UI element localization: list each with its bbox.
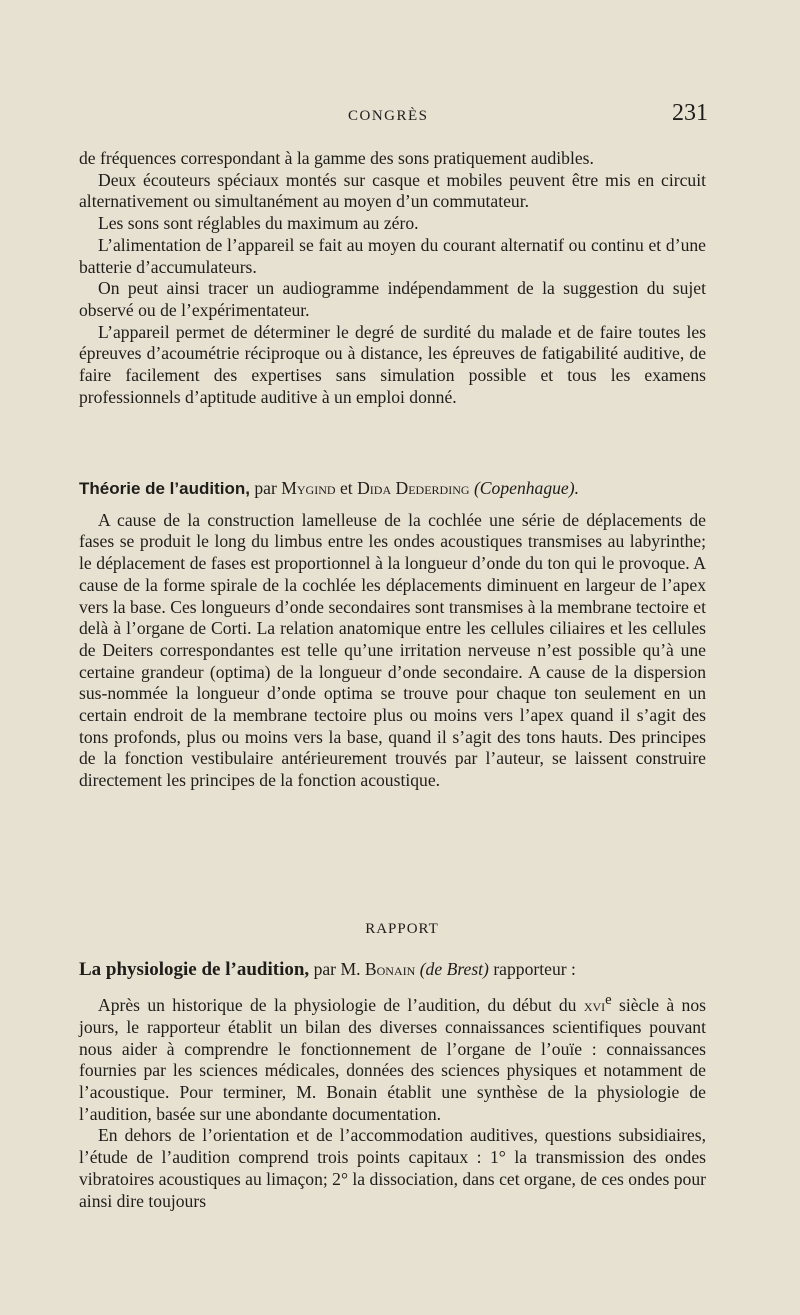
page-header [0, 100, 800, 132]
paragraph: L’alimentation de l’appareil se fait au moyen du courant alternatif ou continu et d’une batterie d’accumulateurs. [79, 234, 706, 277]
author-role: rapporteur : [493, 958, 576, 979]
byline-par: par M. [313, 958, 361, 979]
page-number: 231 [672, 100, 708, 126]
article-heading [79, 478, 706, 500]
byline-et: et [339, 478, 353, 498]
paragraph: de fréquences correspondant à la gamme des sons pratiquement audibles. [79, 148, 594, 168]
body-text: Après un historique de la physiologie de l’audition, du début du [98, 995, 584, 1016]
superscript: e [605, 992, 612, 1009]
section-title: RAPPORT [365, 921, 439, 937]
author-location: (de Brest) [419, 958, 489, 979]
paragraph: On peut ainsi tracer un audiogramme indépendamment de la suggestion du sujet observé ou de l’expérimentateur. [79, 278, 706, 320]
paragraph: L’appareil permet de déterminer le degré de surdité du malade et de faire toutes les épreuves d’acoumétrie réciproque ou à distance, les épreuves de fatigabilité auditive, de faire facilement des expertises sans simulation possible et tous les examens professionnels d’aptitude auditive à un emploi donné. [79, 321, 706, 407]
article-theorie-audition [79, 478, 706, 792]
article-heading [79, 959, 706, 981]
century-numeral: xvi [583, 995, 606, 1016]
author-name: Dida Dederding [357, 478, 470, 498]
byline-par: par [254, 478, 277, 498]
continued-article [79, 148, 706, 408]
author-name: Mygind [281, 478, 336, 498]
paragraph: Deux écouteurs spéciaux montés sur casque et mobiles peuvent être mis en circuit alternativement ou simultanément au moyen d’un commutateur. [79, 169, 706, 212]
rapport-section [79, 919, 706, 1212]
author-name: Bonain [364, 958, 416, 979]
body-text: siècle à nos jours, le rapporteur établit un bilan des diverses connaissances scientifiques pouvant nous aider à comprendre le fonctionnement de l’organe de l’ouïe : connaissances fournies par les sciences médicales, données des sciences physiques et notamment de l’acoustique. Pour terminer, M. Bonain établit une synthèse de la physiologie de l’audition, basée sur une abondante documentation. [79, 995, 706, 1124]
paragraph: Les sons sont réglables du maximum au zéro. [98, 213, 419, 234]
article-body: A cause de la construction lamelleuse de la cochlée une série de déplacements de fases se produit le long du limbus entre les ondes acoustiques transmises au labyrinthe; le déplacement de fases est proportionnel à la longueur d’onde du ton qui le provoque. A cause de la forme spirale de la cochlée les déplacements diminuent en largeur de l’apex vers la base. Ces longueurs d’onde secondaires sont transmises à la membrane tectoire et delà à l’organe de Corti. La relation anatomique entre les cellules ciliaires et les cellules de Deiters correspondantes est telle qu’une irritation nerveuse n’est possible qu’à une certaine grandeur (optima) de la longueur d’onde secondaire. A cause de la dispersion sus-nommée la longueur d’onde optima se trouve pour chaque ton seulement en un certain endroit de la membrane tectoire plus ou moins vers l’apex quand il s’agit des tons profonds, plus ou moins vers la base, quand il s’agit des tons hauts. Des principes de la fonction vestibulaire antérieurement trouvés par l’auteur, se laissent construire directement les principes de la fonction acoustique. [79, 509, 706, 791]
article-body: En dehors de l’orientation et de l’accommodation auditives, questions subsidiaires, l’étude de l’audition comprend trois points capitaux : 1° la transmission des ondes vibratoires acoustiques au limaçon; 2° la dissociation, dans cet organe, de ces ondes pour ainsi dire toujours [79, 1125, 706, 1211]
article-title: Théorie de l’audition, [79, 479, 250, 498]
author-location: (Copenhague). [473, 478, 580, 498]
article-title: La physiologie de l’audition, [79, 958, 310, 980]
running-head: CONGRÈS [348, 108, 429, 124]
article-body [79, 990, 706, 1125]
